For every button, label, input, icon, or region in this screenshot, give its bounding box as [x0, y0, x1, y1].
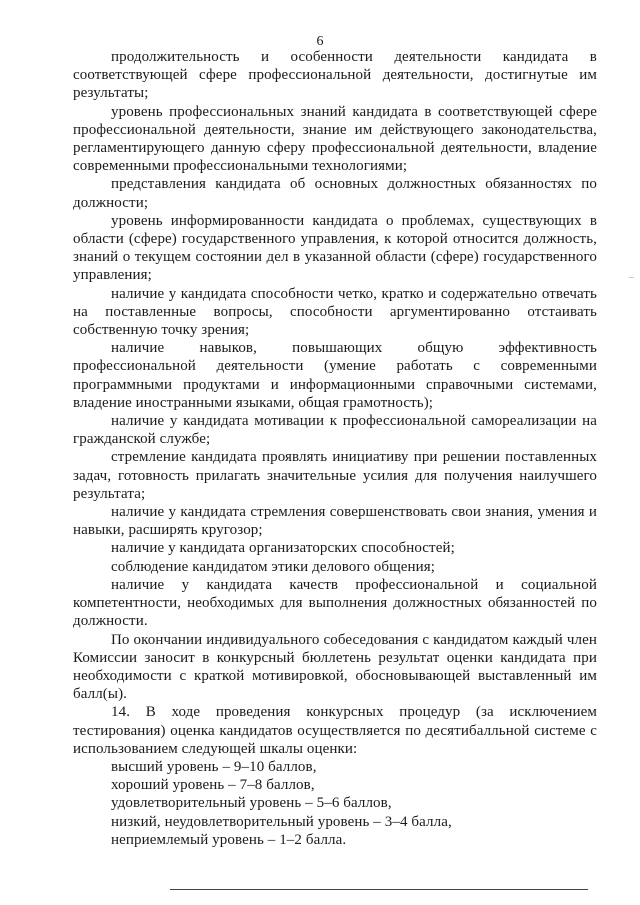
scale-item-low: низкий, неудовлетворительный уровень – 3–4 балла, [111, 813, 452, 830]
criterion-answers-paragraph: наличие у кандидата способности четко, кратко и содержательно отвечать на поставленные вопросы, способности аргументированно отстаивать собственную точку зрения; [73, 285, 597, 339]
scan-edge-mark: – [629, 272, 634, 283]
rating-scale-list [73, 758, 597, 849]
scale-item-satisfactory: удовлетворительный уровень – 5–6 баллов, [111, 795, 392, 812]
scale-item-unacceptable: неприемлемый уровень – 1–2 балла. [111, 831, 347, 848]
page-number: 6 [316, 34, 324, 49]
scale-item-highest: высший уровень – 9–10 баллов, [111, 758, 317, 775]
criterion-awareness-paragraph: уровень информированности кандидата о проблемах, существующих в области (сфере) государственного управления, к которой относится должность, знаний о текущем состоянии дел в указанной области (сфере) государственного управления; [73, 212, 597, 284]
ballot-paragraph: По окончании индивидуального собеседования с кандидатом каждый член Комиссии заносит в конкурсный бюллетень результат оценки кандидата при необходимости с краткой мотивировкой, обосновывающей выставленный им балл(ы). [73, 631, 597, 703]
bottom-rule-divider [170, 889, 588, 890]
scale-item-good: хороший уровень – 7–8 баллов, [111, 777, 315, 794]
criterion-initiative-paragraph: стремление кандидата проявлять инициативу при решении поставленных задач, готовность прилагать значительные усилия для получения наилучшего результата; [73, 449, 597, 502]
criterion-growth-paragraph: наличие у кандидата стремления совершенствовать свои знания, умения и навыки, расширять кругозор; [73, 504, 597, 539]
section-14-paragraph: 14. В ходе проведения конкурсных процедур (за исключением тестирования) оценка кандидатов осуществляется по десятибалльной системе с использованием следующей шкалы оценки: [73, 704, 597, 757]
criterion-ethics-paragraph: соблюдение кандидатом этики делового общения; [111, 558, 436, 575]
criterion-organizational-paragraph: наличие у кандидата организаторских способностей; [111, 540, 455, 557]
document-body [73, 48, 597, 849]
criterion-knowledge-paragraph: уровень профессиональных знаний кандидата в соответствующей сфере профессиональной деятельности, знание им действующего законодательства, регламентирующего данную сферу профессиональной деятельности, владение современными профессиональными технологиями; [73, 103, 597, 175]
criterion-skills-paragraph: наличие навыков, повышающих общую эффективность профессиональной деятельности (умение работать с современными программными продуктами и информационными справочными системами, владение иностранными языками, общая грамотность); [73, 340, 597, 411]
criterion-duties-paragraph: представления кандидата об основных должностных обязанностях по должности; [73, 176, 597, 211]
criterion-duration-paragraph: продолжительность и особенности деятельности кандидата в соответствующей сфере профессиональной деятельности, достигнутые им результаты; [73, 49, 597, 102]
criterion-competence-paragraph: наличие у кандидата качеств профессиональной и социальной компетентности, необходимых для выполнения должностных обязанностей по должности. [73, 576, 597, 630]
criterion-motivation-paragraph: наличие у кандидата мотивации к профессиональной самореализации на гражданской службе; [73, 413, 597, 448]
